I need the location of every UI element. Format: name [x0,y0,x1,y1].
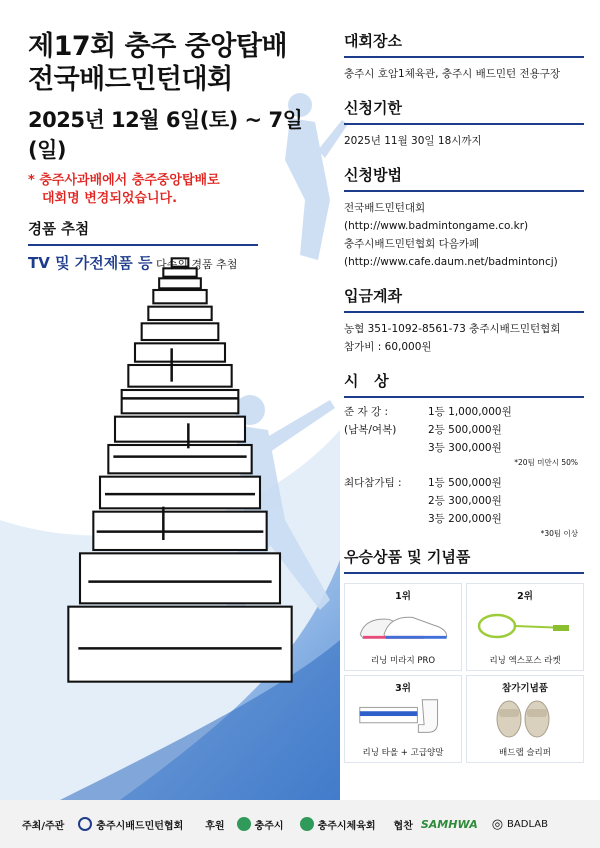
goods-rank-1: 1위 [395,591,411,602]
right-column [344,30,584,539]
method-line-1: 전국배드민턴대회 [344,202,426,214]
awards-body [344,403,584,539]
slippers-icon [475,694,575,740]
most-row-1 [344,474,584,492]
most-spacer-2 [344,510,428,528]
most-note: *30팀 이상 [540,529,578,538]
racket-icon [475,606,575,646]
coop-label: 협찬 [393,820,413,832]
goods-item-2 [466,583,584,671]
notice-line-2: 대회명 변경되었습니다. [42,191,178,206]
title-line-1: 제17회 충주 중앙탑배 [28,31,288,62]
goods-item-4 [466,675,584,763]
notice-line-1: * 충주사과배에서 충주중앙탑배로 [28,173,220,188]
method-text [344,199,584,271]
badlab-logo: BADLAB [507,818,548,830]
sponsor-label: 후원 [205,820,225,832]
left-column [28,30,328,273]
most-label: 최다참가팀 : [344,477,402,489]
goods-caption-4: 배드랩 슬리퍼 [499,748,551,758]
semi-prize-2: 2등 500,000원 [428,424,502,436]
semi-note: *20팀 미만시 50% [514,458,578,467]
event-title [28,30,328,96]
name-change-notice [28,172,328,208]
awards-heading: 시 상 [344,370,584,398]
goods-item-3 [344,675,462,763]
semi-label: 준 자 강 : [344,406,388,418]
towel-socks-icon [355,696,451,738]
goods-heading: 우승상품 및 기념품 [344,546,584,574]
venue-text: 충주시 호암1체육관, 충주시 배드민턴 전용구장 [344,68,561,80]
most-prize-3: 3등 200,000원 [428,513,502,525]
shoes-icon [355,606,451,644]
most-row-3 [344,510,584,528]
deadline-text: 2025년 11월 30일 18시까지 [344,135,482,147]
goods-caption-1: 리닝 미라지 PRO [370,656,436,666]
most-row-2 [344,492,584,510]
most-spacer [344,492,428,510]
entry-fee: 참가비 : 60,000원 [344,341,432,353]
account-text [344,320,584,356]
most-prize-2: 2등 300,000원 [428,495,502,507]
semi-row-1 [344,403,584,421]
goods-rank-2: 2위 [517,591,533,602]
badlab-logo-icon: ◎ [491,816,504,832]
most-prize-1: 1등 500,000원 [428,477,502,489]
title-line-2: 전국배드민턴대회 [28,64,233,95]
semi-prize-1: 1등 1,000,000원 [428,406,512,418]
sponsor-1-name: 충주시 [254,820,284,832]
lottery-heading: 경품 추첨 [28,218,258,246]
deadline-heading: 신청기한 [344,97,584,125]
badlab-item [492,817,548,832]
semi-row-2 [344,421,584,439]
semi-row-3 [344,439,584,457]
host-name: 충주시배드민턴협회 [96,820,184,832]
association-logo-icon [78,817,92,831]
method-link-2[interactable]: (http://www.cafe.daum.net/badmintoncj) [344,256,558,268]
sports-council-logo-icon [300,817,314,831]
account-number: 농협 351-1092-8561-73 충주시배드민턴협회 [344,323,561,335]
lottery-text [28,252,328,273]
semi-label-2: (남복/여복) [344,424,397,436]
lottery-highlight: TV 및 가전제품 등 [28,254,153,272]
samhwa-logo: SAMHWA [420,817,478,831]
method-line-3: 충주시배드민턴협회 다음카페 [344,238,480,250]
sponsor-item-2 [300,817,376,832]
semi-prize-3: 3등 300,000원 [428,442,502,454]
method-link-1[interactable]: (http://www.badmintongame.co.kr) [344,220,529,232]
city-logo-icon [237,817,251,831]
pagoda-illustration [55,255,305,725]
host-label: 주최/주관 [22,820,65,832]
sponsor-2-name: 충주시체육회 [317,820,376,832]
method-heading: 신청방법 [344,164,584,192]
semi-spacer [344,439,428,457]
goods-grid [344,583,584,763]
host-item [78,817,183,832]
event-dates: 2025년 12월 6일(토) ~ 7일(일) [28,108,303,162]
goods-caption-3: 리닝 타올 + 고급양말 [362,748,444,758]
lottery-rest: 다수의 경품 추첨 [155,258,238,271]
goods-rank-3: 3위 [395,683,411,694]
account-heading: 입금계좌 [344,285,584,313]
sponsor-footer [0,800,600,848]
venue-heading: 대회장소 [344,30,584,58]
goods-item-1 [344,583,462,671]
goods-rank-4: 참가기념품 [502,683,548,694]
sponsor-item-1 [237,817,284,832]
goods-caption-2: 리닝 엑스포스 라켓 [489,656,561,666]
